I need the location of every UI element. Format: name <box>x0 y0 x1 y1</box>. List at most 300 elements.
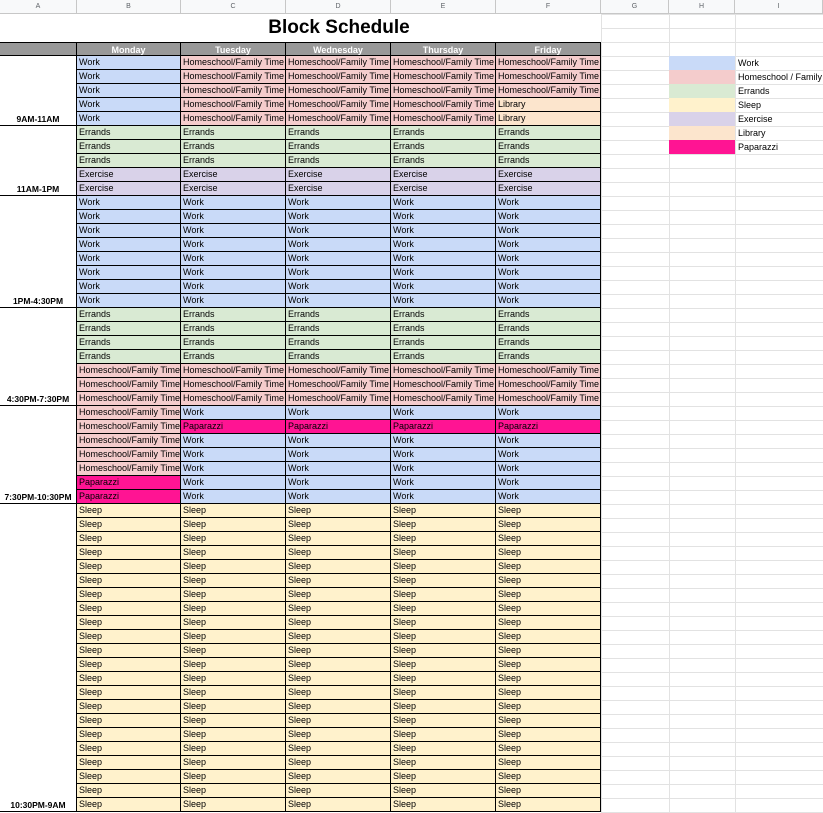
schedule-cell[interactable]: Sleep <box>496 588 601 602</box>
schedule-cell[interactable]: Sleep <box>181 700 286 714</box>
schedule-cell[interactable]: Work <box>77 252 181 266</box>
schedule-cell[interactable]: Paparazzi <box>391 420 496 434</box>
schedule-cell[interactable]: Errands <box>77 350 181 364</box>
schedule-cell[interactable]: Errands <box>77 336 181 350</box>
schedule-cell[interactable]: Work <box>181 210 286 224</box>
schedule-cell[interactable]: Sleep <box>391 588 496 602</box>
schedule-cell[interactable]: Work <box>77 210 181 224</box>
legend-swatch[interactable] <box>669 126 735 140</box>
schedule-cell[interactable]: Paparazzi <box>181 420 286 434</box>
schedule-cell[interactable]: Homeschool/Family Time <box>181 392 286 406</box>
schedule-cell[interactable]: Work <box>286 462 391 476</box>
schedule-cell[interactable]: Work <box>181 252 286 266</box>
schedule-cell[interactable]: Homeschool/Family Time <box>391 70 496 84</box>
schedule-cell[interactable]: Sleep <box>77 574 181 588</box>
schedule-cell[interactable]: Sleep <box>391 784 496 798</box>
schedule-cell[interactable]: Exercise <box>391 168 496 182</box>
schedule-cell[interactable]: Homeschool/Family Time <box>286 84 391 98</box>
schedule-cell[interactable]: Errands <box>77 322 181 336</box>
schedule-cell[interactable]: Sleep <box>496 742 601 756</box>
schedule-cell[interactable]: Errands <box>391 126 496 140</box>
schedule-cell[interactable]: Homeschool/Family Time <box>496 84 601 98</box>
schedule-cell[interactable]: Sleep <box>77 518 181 532</box>
schedule-cell[interactable]: Library <box>496 112 601 126</box>
schedule-cell[interactable]: Sleep <box>77 784 181 798</box>
schedule-cell[interactable]: Homeschool/Family Time <box>391 84 496 98</box>
schedule-cell[interactable]: Homeschool/Family Time <box>391 364 496 378</box>
schedule-cell[interactable]: Errands <box>286 308 391 322</box>
schedule-cell[interactable]: Sleep <box>286 784 391 798</box>
schedule-cell[interactable]: Sleep <box>286 546 391 560</box>
schedule-cell[interactable]: Homeschool/Family Time <box>181 364 286 378</box>
schedule-cell[interactable]: Work <box>391 476 496 490</box>
time-block-label[interactable]: 10:30PM-9AM <box>0 504 77 812</box>
schedule-cell[interactable]: Work <box>286 476 391 490</box>
day-header-monday[interactable]: Monday <box>77 42 181 56</box>
schedule-cell[interactable]: Sleep <box>496 560 601 574</box>
schedule-cell[interactable]: Sleep <box>286 742 391 756</box>
schedule-cell[interactable]: Sleep <box>181 728 286 742</box>
schedule-cell[interactable]: Sleep <box>496 686 601 700</box>
schedule-cell[interactable]: Homeschool/Family Time <box>77 406 181 420</box>
schedule-cell[interactable]: Errands <box>77 308 181 322</box>
schedule-cell[interactable]: Sleep <box>391 700 496 714</box>
schedule-cell[interactable]: Work <box>181 490 286 504</box>
schedule-cell[interactable]: Work <box>286 490 391 504</box>
schedule-cell[interactable]: Exercise <box>286 168 391 182</box>
schedule-cell[interactable]: Work <box>391 406 496 420</box>
schedule-cell[interactable]: Work <box>77 294 181 308</box>
column-header-i[interactable]: I <box>735 0 823 14</box>
schedule-cell[interactable]: Work <box>181 462 286 476</box>
schedule-cell[interactable]: Sleep <box>181 616 286 630</box>
schedule-cell[interactable]: Work <box>77 266 181 280</box>
schedule-cell[interactable]: Homeschool/Family Time <box>77 378 181 392</box>
schedule-cell[interactable]: Errands <box>181 126 286 140</box>
schedule-cell[interactable]: Sleep <box>77 616 181 630</box>
schedule-cell[interactable]: Sleep <box>391 574 496 588</box>
schedule-cell[interactable]: Work <box>496 224 601 238</box>
schedule-cell[interactable]: Homeschool/Family Time <box>77 462 181 476</box>
schedule-cell[interactable]: Errands <box>181 322 286 336</box>
schedule-cell[interactable]: Sleep <box>77 672 181 686</box>
schedule-cell[interactable]: Homeschool/Family Time <box>181 378 286 392</box>
schedule-cell[interactable]: Homeschool/Family Time <box>181 56 286 70</box>
schedule-cell[interactable]: Errands <box>286 126 391 140</box>
schedule-cell[interactable]: Sleep <box>391 798 496 812</box>
legend-label[interactable]: Work <box>738 58 759 68</box>
time-block-label[interactable]: 7:30PM-10:30PM <box>0 406 77 504</box>
schedule-cell[interactable]: Work <box>181 280 286 294</box>
schedule-cell[interactable]: Homeschool/Family Time <box>496 70 601 84</box>
schedule-cell[interactable]: Work <box>77 224 181 238</box>
schedule-cell[interactable]: Sleep <box>77 742 181 756</box>
schedule-cell[interactable]: Work <box>77 112 181 126</box>
schedule-cell[interactable]: Sleep <box>496 756 601 770</box>
schedule-cell[interactable]: Work <box>391 252 496 266</box>
schedule-cell[interactable]: Sleep <box>77 798 181 812</box>
schedule-cell[interactable]: Sleep <box>181 672 286 686</box>
schedule-cell[interactable]: Sleep <box>181 602 286 616</box>
schedule-cell[interactable]: Sleep <box>286 518 391 532</box>
schedule-cell[interactable]: Sleep <box>286 700 391 714</box>
schedule-cell[interactable]: Work <box>496 238 601 252</box>
schedule-cell[interactable]: Sleep <box>496 616 601 630</box>
schedule-cell[interactable]: Work <box>286 252 391 266</box>
schedule-cell[interactable]: Errands <box>391 140 496 154</box>
schedule-cell[interactable]: Homeschool/Family Time <box>286 112 391 126</box>
schedule-cell[interactable]: Sleep <box>391 616 496 630</box>
schedule-cell[interactable]: Work <box>391 490 496 504</box>
column-header-e[interactable]: E <box>391 0 496 14</box>
schedule-cell[interactable]: Sleep <box>496 784 601 798</box>
schedule-cell[interactable]: Sleep <box>77 756 181 770</box>
schedule-cell[interactable]: Errands <box>391 336 496 350</box>
schedule-cell[interactable]: Sleep <box>391 672 496 686</box>
schedule-cell[interactable]: Homeschool/Family Time <box>286 364 391 378</box>
column-header-g[interactable]: G <box>601 0 669 14</box>
legend-swatch[interactable] <box>669 112 735 126</box>
legend-label[interactable]: Homeschool / Family <box>738 72 823 82</box>
schedule-cell[interactable]: Homeschool/Family Time <box>77 434 181 448</box>
schedule-cell[interactable]: Homeschool/Family Time <box>77 364 181 378</box>
schedule-cell[interactable]: Sleep <box>286 504 391 518</box>
legend-swatch[interactable] <box>669 98 735 112</box>
schedule-cell[interactable]: Sleep <box>77 630 181 644</box>
schedule-cell[interactable]: Errands <box>496 336 601 350</box>
schedule-cell[interactable]: Sleep <box>391 602 496 616</box>
schedule-cell[interactable]: Homeschool/Family Time <box>286 378 391 392</box>
schedule-cell[interactable]: Sleep <box>286 602 391 616</box>
time-block-label[interactable]: 4:30PM-7:30PM <box>0 308 77 406</box>
schedule-cell[interactable]: Work <box>496 210 601 224</box>
schedule-cell[interactable]: Work <box>391 434 496 448</box>
schedule-cell[interactable]: Sleep <box>496 770 601 784</box>
schedule-cell[interactable]: Sleep <box>181 518 286 532</box>
schedule-cell[interactable]: Exercise <box>181 168 286 182</box>
schedule-cell[interactable]: Work <box>496 490 601 504</box>
schedule-cell[interactable]: Errands <box>496 154 601 168</box>
schedule-cell[interactable]: Sleep <box>77 560 181 574</box>
schedule-cell[interactable]: Work <box>496 196 601 210</box>
schedule-cell[interactable]: Homeschool/Family Time <box>391 98 496 112</box>
schedule-cell[interactable]: Errands <box>181 308 286 322</box>
schedule-cell[interactable]: Sleep <box>391 504 496 518</box>
schedule-cell[interactable]: Sleep <box>391 546 496 560</box>
schedule-cell[interactable]: Errands <box>181 350 286 364</box>
schedule-cell[interactable]: Errands <box>77 140 181 154</box>
schedule-cell[interactable]: Sleep <box>181 588 286 602</box>
sheet-title[interactable]: Block Schedule <box>268 17 410 38</box>
schedule-cell[interactable]: Homeschool/Family Time <box>286 392 391 406</box>
schedule-cell[interactable]: Sleep <box>77 532 181 546</box>
schedule-cell[interactable]: Work <box>496 294 601 308</box>
schedule-cell[interactable]: Errands <box>391 154 496 168</box>
schedule-cell[interactable]: Work <box>77 56 181 70</box>
schedule-cell[interactable]: Work <box>391 266 496 280</box>
legend-label[interactable]: Exercise <box>738 114 773 124</box>
day-header-wednesday[interactable]: Wednesday <box>286 42 391 56</box>
schedule-cell[interactable]: Work <box>181 196 286 210</box>
schedule-cell[interactable]: Sleep <box>496 672 601 686</box>
schedule-cell[interactable]: Sleep <box>391 560 496 574</box>
schedule-cell[interactable]: Work <box>496 462 601 476</box>
schedule-cell[interactable]: Sleep <box>286 560 391 574</box>
schedule-cell[interactable]: Errands <box>496 322 601 336</box>
schedule-cell[interactable]: Sleep <box>77 728 181 742</box>
schedule-cell[interactable]: Work <box>286 210 391 224</box>
schedule-cell[interactable]: Errands <box>286 154 391 168</box>
column-header-h[interactable]: H <box>669 0 735 14</box>
schedule-cell[interactable]: Sleep <box>496 644 601 658</box>
schedule-cell[interactable]: Homeschool/Family Time <box>77 448 181 462</box>
schedule-cell[interactable]: Errands <box>391 308 496 322</box>
schedule-cell[interactable]: Errands <box>286 336 391 350</box>
schedule-cell[interactable]: Sleep <box>391 532 496 546</box>
schedule-cell[interactable]: Homeschool/Family Time <box>286 70 391 84</box>
schedule-cell[interactable]: Sleep <box>181 798 286 812</box>
schedule-cell[interactable]: Sleep <box>286 630 391 644</box>
schedule-cell[interactable]: Sleep <box>286 658 391 672</box>
schedule-cell[interactable]: Paparazzi <box>496 420 601 434</box>
schedule-cell[interactable]: Errands <box>496 350 601 364</box>
schedule-cell[interactable]: Sleep <box>391 714 496 728</box>
schedule-cell[interactable]: Sleep <box>391 630 496 644</box>
schedule-cell[interactable]: Sleep <box>391 770 496 784</box>
column-header-c[interactable]: C <box>181 0 286 14</box>
schedule-cell[interactable]: Work <box>286 280 391 294</box>
time-block-label[interactable]: 11AM-1PM <box>0 126 77 196</box>
schedule-cell[interactable]: Errands <box>181 336 286 350</box>
schedule-cell[interactable]: Homeschool/Family Time <box>181 98 286 112</box>
schedule-cell[interactable]: Sleep <box>496 700 601 714</box>
schedule-cell[interactable]: Errands <box>181 140 286 154</box>
schedule-cell[interactable]: Sleep <box>391 756 496 770</box>
schedule-cell[interactable]: Sleep <box>391 644 496 658</box>
schedule-cell[interactable]: Work <box>286 448 391 462</box>
schedule-cell[interactable]: Library <box>496 98 601 112</box>
schedule-cell[interactable]: Errands <box>391 350 496 364</box>
schedule-cell[interactable]: Errands <box>496 308 601 322</box>
schedule-cell[interactable]: Work <box>391 462 496 476</box>
schedule-cell[interactable]: Sleep <box>77 700 181 714</box>
schedule-cell[interactable]: Sleep <box>181 686 286 700</box>
schedule-cell[interactable]: Sleep <box>496 532 601 546</box>
schedule-cell[interactable]: Work <box>286 406 391 420</box>
schedule-cell[interactable]: Work <box>391 210 496 224</box>
legend-swatch[interactable] <box>669 140 735 154</box>
schedule-cell[interactable]: Sleep <box>391 518 496 532</box>
legend-label[interactable]: Sleep <box>738 100 762 110</box>
schedule-cell[interactable]: Exercise <box>286 182 391 196</box>
legend-swatch[interactable] <box>669 70 735 84</box>
schedule-cell[interactable]: Work <box>391 294 496 308</box>
schedule-cell[interactable]: Work <box>181 448 286 462</box>
schedule-cell[interactable]: Exercise <box>496 168 601 182</box>
schedule-cell[interactable]: Sleep <box>286 686 391 700</box>
schedule-cell[interactable]: Sleep <box>77 644 181 658</box>
schedule-cell[interactable]: Sleep <box>391 658 496 672</box>
schedule-cell[interactable]: Work <box>286 196 391 210</box>
column-header-a[interactable]: A <box>0 0 77 14</box>
schedule-cell[interactable]: Sleep <box>286 588 391 602</box>
schedule-cell[interactable]: Homeschool/Family Time <box>286 56 391 70</box>
schedule-cell[interactable]: Sleep <box>286 672 391 686</box>
schedule-cell[interactable]: Work <box>391 448 496 462</box>
schedule-cell[interactable]: Homeschool/Family Time <box>496 56 601 70</box>
schedule-cell[interactable]: Errands <box>391 322 496 336</box>
schedule-cell[interactable]: Work <box>496 280 601 294</box>
schedule-cell[interactable]: Work <box>181 294 286 308</box>
schedule-cell[interactable]: Work <box>77 84 181 98</box>
schedule-cell[interactable]: Work <box>391 224 496 238</box>
legend-label[interactable]: Library <box>738 128 766 138</box>
schedule-cell[interactable]: Sleep <box>286 756 391 770</box>
schedule-cell[interactable]: Sleep <box>181 756 286 770</box>
schedule-cell[interactable]: Errands <box>181 154 286 168</box>
schedule-cell[interactable]: Sleep <box>77 714 181 728</box>
schedule-cell[interactable]: Work <box>77 70 181 84</box>
schedule-cell[interactable]: Paparazzi <box>77 476 181 490</box>
schedule-cell[interactable]: Sleep <box>286 770 391 784</box>
schedule-cell[interactable]: Sleep <box>181 770 286 784</box>
schedule-cell[interactable]: Sleep <box>496 546 601 560</box>
schedule-cell[interactable]: Sleep <box>77 602 181 616</box>
schedule-cell[interactable]: Errands <box>496 126 601 140</box>
schedule-cell[interactable]: Sleep <box>181 630 286 644</box>
day-header-tuesday[interactable]: Tuesday <box>181 42 286 56</box>
schedule-cell[interactable]: Sleep <box>286 532 391 546</box>
schedule-cell[interactable]: Sleep <box>391 686 496 700</box>
schedule-cell[interactable]: Sleep <box>181 658 286 672</box>
schedule-cell[interactable]: Exercise <box>77 168 181 182</box>
legend-label[interactable]: Errands <box>738 86 770 96</box>
schedule-cell[interactable]: Sleep <box>181 644 286 658</box>
schedule-cell[interactable]: Exercise <box>181 182 286 196</box>
schedule-cell[interactable]: Work <box>391 238 496 252</box>
schedule-cell[interactable]: Work <box>181 224 286 238</box>
schedule-cell[interactable]: Sleep <box>286 798 391 812</box>
schedule-cell[interactable]: Sleep <box>496 504 601 518</box>
schedule-cell[interactable]: Errands <box>496 140 601 154</box>
schedule-cell[interactable]: Sleep <box>496 798 601 812</box>
legend-swatch[interactable] <box>669 84 735 98</box>
schedule-cell[interactable]: Sleep <box>286 728 391 742</box>
schedule-cell[interactable]: Errands <box>286 350 391 364</box>
schedule-cell[interactable]: Homeschool/Family Time <box>181 84 286 98</box>
schedule-cell[interactable]: Sleep <box>181 714 286 728</box>
schedule-cell[interactable]: Work <box>286 266 391 280</box>
schedule-cell[interactable]: Errands <box>77 154 181 168</box>
column-header-b[interactable]: B <box>77 0 181 14</box>
schedule-cell[interactable]: Sleep <box>181 546 286 560</box>
schedule-cell[interactable]: Sleep <box>181 560 286 574</box>
schedule-cell[interactable]: Sleep <box>77 588 181 602</box>
schedule-cell[interactable]: Work <box>496 406 601 420</box>
schedule-cell[interactable]: Work <box>496 252 601 266</box>
schedule-cell[interactable]: Homeschool/Family Time <box>77 392 181 406</box>
schedule-cell[interactable]: Sleep <box>496 728 601 742</box>
schedule-cell[interactable]: Errands <box>286 322 391 336</box>
schedule-cell[interactable]: Sleep <box>286 616 391 630</box>
schedule-cell[interactable]: Homeschool/Family Time <box>181 112 286 126</box>
schedule-cell[interactable]: Sleep <box>77 658 181 672</box>
schedule-cell[interactable]: Sleep <box>391 728 496 742</box>
schedule-cell[interactable]: Homeschool/Family Time <box>496 364 601 378</box>
schedule-cell[interactable]: Sleep <box>286 574 391 588</box>
schedule-cell[interactable]: Sleep <box>181 532 286 546</box>
schedule-cell[interactable]: Sleep <box>77 504 181 518</box>
schedule-cell[interactable]: Work <box>181 434 286 448</box>
schedule-cell[interactable]: Homeschool/Family Time <box>286 98 391 112</box>
time-block-label[interactable]: 9AM-11AM <box>0 56 77 126</box>
schedule-cell[interactable]: Homeschool/Family Time <box>77 420 181 434</box>
day-header-friday[interactable]: Friday <box>496 42 601 56</box>
schedule-cell[interactable]: Sleep <box>496 658 601 672</box>
column-header-d[interactable]: D <box>286 0 391 14</box>
schedule-cell[interactable]: Work <box>77 98 181 112</box>
schedule-cell[interactable]: Work <box>286 434 391 448</box>
schedule-cell[interactable]: Work <box>77 196 181 210</box>
schedule-cell[interactable]: Sleep <box>496 630 601 644</box>
schedule-cell[interactable]: Work <box>496 448 601 462</box>
schedule-cell[interactable]: Exercise <box>496 182 601 196</box>
schedule-cell[interactable]: Sleep <box>181 742 286 756</box>
schedule-cell[interactable]: Work <box>181 406 286 420</box>
schedule-cell[interactable]: Sleep <box>77 546 181 560</box>
schedule-cell[interactable]: Paparazzi <box>286 420 391 434</box>
schedule-cell[interactable]: Work <box>496 266 601 280</box>
schedule-cell[interactable]: Sleep <box>181 504 286 518</box>
schedule-cell[interactable]: Errands <box>286 140 391 154</box>
schedule-cell[interactable]: Work <box>496 434 601 448</box>
schedule-cell[interactable]: Exercise <box>77 182 181 196</box>
schedule-cell[interactable]: Homeschool/Family Time <box>391 392 496 406</box>
schedule-cell[interactable]: Work <box>391 196 496 210</box>
schedule-cell[interactable]: Work <box>77 280 181 294</box>
schedule-cell[interactable]: Work <box>286 238 391 252</box>
schedule-cell[interactable]: Homeschool/Family Time <box>496 378 601 392</box>
schedule-cell[interactable]: Sleep <box>181 784 286 798</box>
time-block-label[interactable]: 1PM-4:30PM <box>0 196 77 308</box>
schedule-cell[interactable]: Work <box>286 224 391 238</box>
schedule-cell[interactable]: Errands <box>77 126 181 140</box>
schedule-cell[interactable]: Homeschool/Family Time <box>181 70 286 84</box>
schedule-cell[interactable]: Homeschool/Family Time <box>391 378 496 392</box>
schedule-cell[interactable]: Exercise <box>391 182 496 196</box>
legend-label[interactable]: Paparazzi <box>738 142 779 152</box>
legend-swatch[interactable] <box>669 56 735 70</box>
schedule-cell[interactable]: Sleep <box>496 714 601 728</box>
schedule-cell[interactable]: Homeschool/Family Time <box>391 112 496 126</box>
schedule-cell[interactable]: Work <box>181 238 286 252</box>
schedule-cell[interactable]: Work <box>286 294 391 308</box>
schedule-cell[interactable]: Work <box>181 476 286 490</box>
schedule-cell[interactable]: Sleep <box>391 742 496 756</box>
schedule-cell[interactable]: Work <box>77 238 181 252</box>
schedule-cell[interactable]: Sleep <box>286 714 391 728</box>
schedule-cell[interactable]: Work <box>391 280 496 294</box>
schedule-cell[interactable]: Sleep <box>77 686 181 700</box>
schedule-cell[interactable]: Sleep <box>496 574 601 588</box>
corner-header-cell[interactable] <box>0 42 77 56</box>
schedule-cell[interactable]: Sleep <box>181 574 286 588</box>
day-header-thursday[interactable]: Thursday <box>391 42 496 56</box>
schedule-cell[interactable]: Homeschool/Family Time <box>496 392 601 406</box>
schedule-cell[interactable]: Sleep <box>77 770 181 784</box>
schedule-cell[interactable]: Sleep <box>496 602 601 616</box>
schedule-cell[interactable]: Sleep <box>496 518 601 532</box>
